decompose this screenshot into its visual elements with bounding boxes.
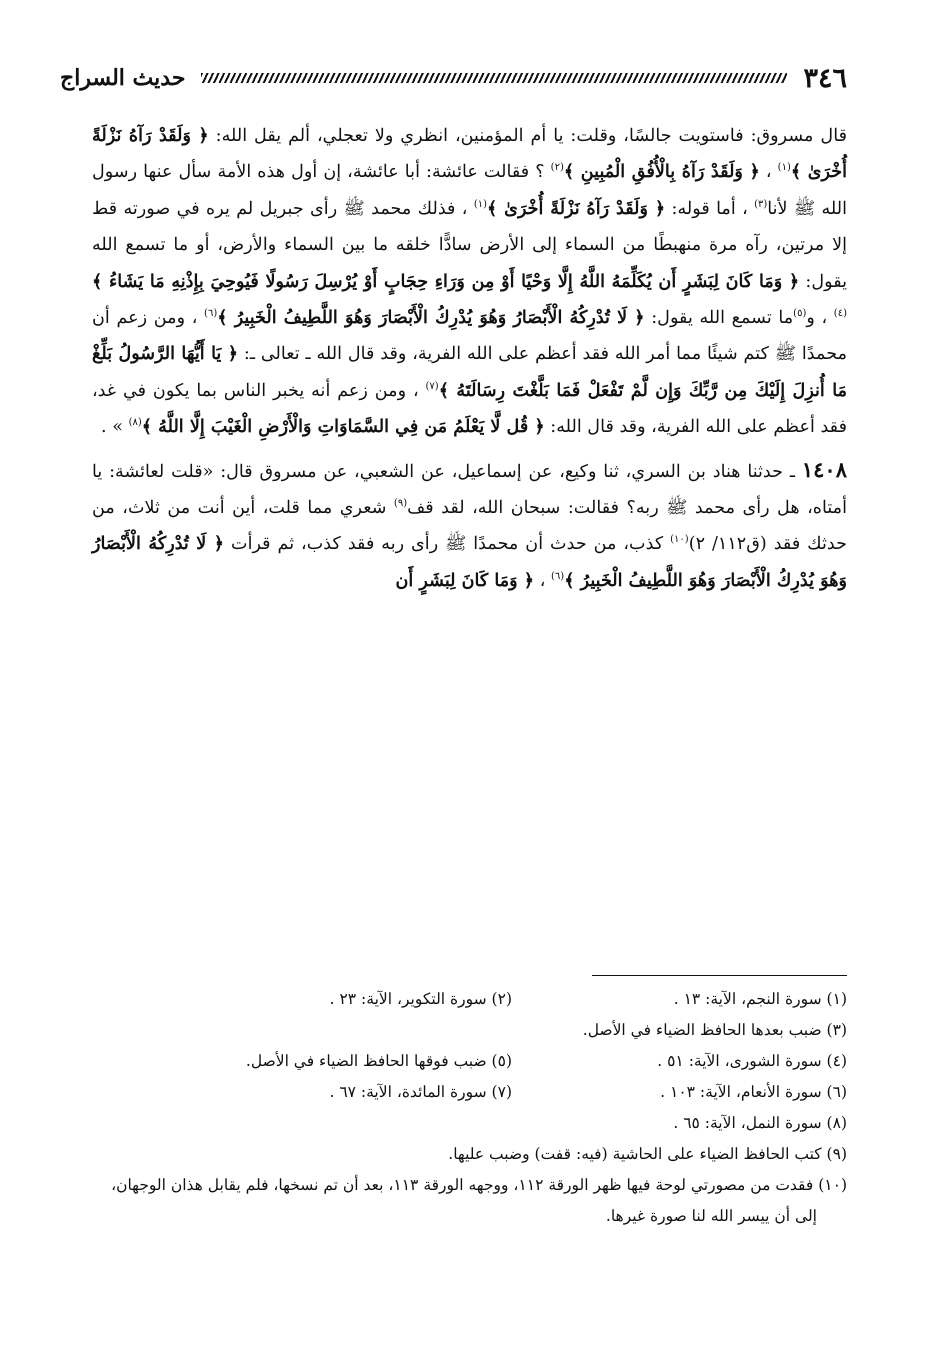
header-hatched-rule xyxy=(201,73,787,83)
hadith-number: ١٤٠٨ xyxy=(801,456,847,482)
quran-verse: ﴿ وَمَا كَانَ لِبَشَرٍ أَن xyxy=(395,569,535,591)
footnote-row xyxy=(95,1077,847,1108)
footnote-10: (١٠) فقدت من مصورتي لوحة فيها ظهر الورقة ١١٢، ووجهه الورقة ١١٣، بعد أن تم نسخها، فلم يقابل هذان الوجهان، إلى أن ييسر الله لنا صورة غيرها. xyxy=(111,1176,847,1225)
quran-verse: ﴿ وَلَقَدْ رَآهُ نَزْلَةً أُخْرَىٰ ﴾ xyxy=(92,125,847,183)
quran-verse: ﴿ يَا أَيُّهَا الرَّسُولُ بَلِّغْ مَا أُنزِلَ إِلَيْكَ مِن رَّبِّكَ وَإِن لَّمْ تَفْعَلْ فَمَا بَلَّغْتَ رِسَالَتَهُ ﴾ xyxy=(92,343,847,401)
footnote-ref: (٥) xyxy=(793,308,807,320)
footnote-ref: (٢) xyxy=(550,162,564,174)
footnote-row xyxy=(95,1139,847,1170)
footnote-ref: (١) xyxy=(473,198,487,210)
quran-verse: ﴿ قُل لَّا يَعْلَمُ مَن فِي السَّمَاوَاتِ وَالْأَرْضِ الْغَيْبَ إِلَّا اللَّهُ ﴾ xyxy=(141,416,545,438)
paragraph-hadith-1408: ١٤٠٨ ـ حدثنا هناد بن السري، ثنا وكيع، عن إسماعيل، عن الشعبي، عن مسروق قال: «قلت لعائشة: يا أمتاه، هل رأى محمد ﷺ ربه؟ فقالت: سبحان الله، لقد قف$^{(٩)}$ شعري مما قلت، أين أنت من ثلاث، من حدثك فقد (ق١١٢/ ٢)$^{(١٠)}$ كذب، من حدث أن محمدًا ﷺ رأى ربه فقد كذب، ثم قرأت ﴿ لَا تُدْرِكُهُ الْأَبْصَارُ وَهُوَ يُدْرِكُ الْأَبْصَارَ وَهُوَ اللَّطِيفُ الْخَبِيرُ ﴾$^{(٦)}$ ، ﴿ وَمَا كَانَ لِبَشَرٍ أَن xyxy=(92,456,847,591)
page-header xyxy=(60,58,847,98)
footnote-separator xyxy=(592,975,847,976)
footnote-3: (٣) ضبب بعدها الحافظ الضياء في الأصل. xyxy=(582,1021,847,1039)
footnotes xyxy=(95,984,847,1232)
running-title: حديث السراج xyxy=(60,65,186,91)
footnote-row xyxy=(95,1046,847,1077)
footnote-ref: (٤) xyxy=(833,308,847,320)
quran-verse: ﴿ وَلَقَدْ رَآهُ نَزْلَةً أُخْرَىٰ ﴾ xyxy=(487,197,666,219)
quran-verse: ﴿ لَا تُدْرِكُهُ الْأَبْصَارُ وَهُوَ يُدْرِكُ الْأَبْصَارَ وَهُوَ اللَّطِيفُ الْخَبِيرُ ﴾ xyxy=(92,533,847,591)
footnote-8: (٨) سورة النمل، الآية: ٦٥ . xyxy=(673,1114,847,1132)
footnote-ref: (٧) xyxy=(425,380,439,392)
footnote-ref: (٣) xyxy=(754,198,768,210)
footnote-ref: (٩) xyxy=(393,498,408,510)
paragraph-narration: قال مسروق: فاستويت جالسًا، وقلت: يا أم المؤمنين، انظري ولا تعجلي، ألم يقل الله: ﴿ وَلَقَدْ رَآهُ نَزْلَةً أُخْرَىٰ ﴾$^{(١)}$ ، ﴿ وَلَقَدْ رَآهُ بِالْأُفُقِ الْمُبِينِ ﴾$^{(٢)}$ ؟ فقالت عائشة: أبا عائشة، إن أول هذه الأمة سأل عنها رسول الله ﷺ لأنا$^{(٣)}$ ، أما قوله: ﴿ وَلَقَدْ رَآهُ نَزْلَةً أُخْرَىٰ ﴾$^{(١)}$ ، فذلك محمد ﷺ رأى جبريل لم يره في صورته قط إلا مرتين، رآه مرة منهبطًا من السماء إلى الأرض سادًّا خلقه ما بين السماء والأرض، أو ما تسمع الله يقول: ﴿ وَمَا كَانَ لِبَشَرٍ أَن يُكَلِّمَهُ اللَّهُ إِلَّا وَحْيًا أَوْ مِن وَرَاءِ حِجَابٍ أَوْ يُرْسِلَ رَسُولًا فَيُوحِيَ بِإِذْنِهِ مَا يَشَاءُ ﴾$^{(٤)}$ ، و$^{(٥)}$ما تسمع الله يقول: ﴿ لَا تُدْرِكُهُ الْأَبْصَارُ وَهُوَ يُدْرِكُ الْأَبْصَارَ وَهُوَ اللَّطِيفُ الْخَبِيرُ ﴾$^{(٦)}$ ، ومن زعم أن محمدًا ﷺ كتم شيئًا مما أمر الله فقد أعظم على الله الفرية، وقد قال الله ـ تعالى ـ: ﴿ يَا أَيُّهَا الرَّسُولُ بَلِّغْ مَا أُنزِلَ إِلَيْكَ مِن رَّبِّكَ وَإِن لَّمْ تَفْعَلْ فَمَا بَلَّغْتَ رِسَالَتَهُ ﴾$^{(٧)}$ ، ومن زعم أنه يخبر الناس بما يكون في غد، فقد أعظم على الله الفرية، وقد قال الله: ﴿ قُل لَّا يَعْلَمُ مَن فِي السَّمَاوَاتِ وَالْأَرْضِ الْغَيْبَ إِلَّا اللَّهُ ﴾$^{(٨)}$ » . xyxy=(92,125,847,438)
footnote-7: (٧) سورة المائدة، الآية: ٦٧ . xyxy=(329,1083,512,1101)
footnote-row xyxy=(95,984,847,1015)
footnote-row xyxy=(95,1108,847,1139)
footnote-4: (٤) سورة الشورى، الآية: ٥١ . xyxy=(657,1052,847,1070)
quran-verse: ﴿ وَمَا كَانَ لِبَشَرٍ أَن يُكَلِّمَهُ اللَّهُ إِلَّا وَحْيًا أَوْ مِن وَرَاءِ حِجَابٍ أَوْ يُرْسِلَ رَسُولًا فَيُوحِيَ بِإِذْنِهِ مَا يَشَاءُ ﴾ xyxy=(92,270,800,292)
footnote-ref: (٨) xyxy=(128,417,142,429)
page-number: ٣٤٦ xyxy=(803,62,847,94)
quran-verse: ﴿ لَا تُدْرِكُهُ الْأَبْصَارُ وَهُوَ يُدْرِكُ الْأَبْصَارَ وَهُوَ اللَّطِيفُ الْخَبِيرُ ﴾ xyxy=(217,307,645,329)
footnote-ref: (١٠) xyxy=(670,534,689,546)
footnote-ref: (٦) xyxy=(551,570,565,582)
footnote-9: (٩) كتب الحافظ الضياء على الحاشية (فيه: قفت) وضبب عليها. xyxy=(448,1145,847,1163)
footnote-5: (٥) ضبب فوقها الحافظ الضياء في الأصل. xyxy=(245,1052,512,1070)
footnote-2: (٢) سورة التكوير، الآية: ٢٣ . xyxy=(329,990,512,1008)
quran-verse: ﴿ وَلَقَدْ رَآهُ بِالْأُفُقِ الْمُبِينِ ﴾ xyxy=(563,161,760,183)
footnote-ref: (١) xyxy=(777,162,791,174)
footnote-6: (٦) سورة الأنعام، الآية: ١٠٣ . xyxy=(660,1083,847,1101)
main-text xyxy=(92,118,847,599)
footnote-ref: (٦) xyxy=(204,308,218,320)
footnote-row xyxy=(95,1015,847,1046)
footnote-1: (١) سورة النجم، الآية: ١٣ . xyxy=(673,990,847,1008)
